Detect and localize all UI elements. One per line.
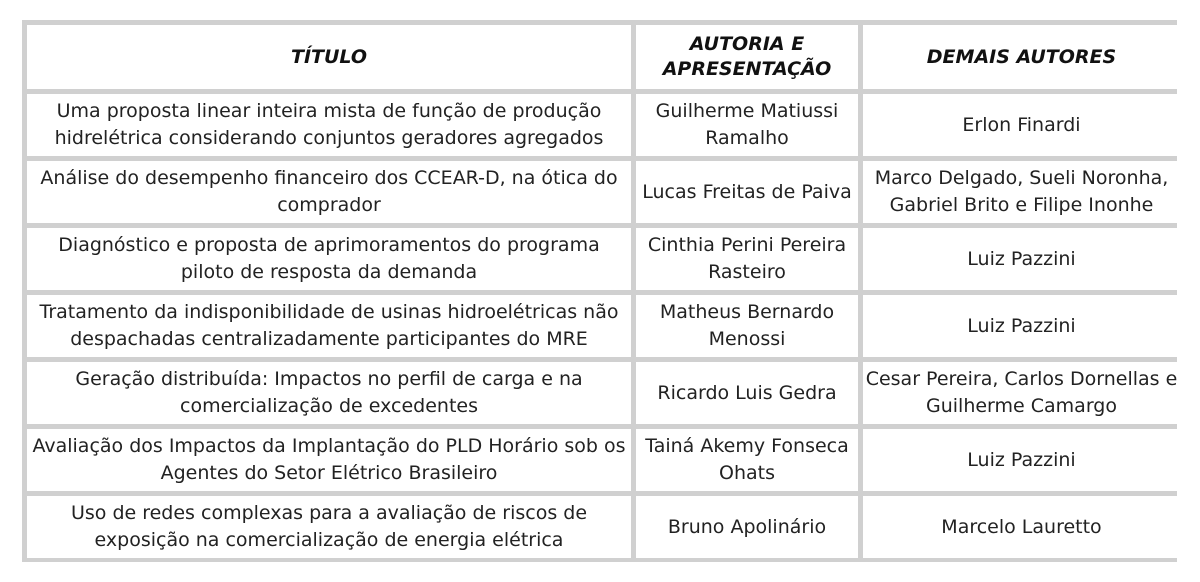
cell-autoria: Tainá Akemy Fonseca Ohats [636, 429, 858, 491]
cell-titulo: Geração distribuída: Impactos no perfil de carga e na comercialização de excedentes [27, 362, 631, 424]
cell-titulo: Avaliação dos Impactos da Implantação do PLD Horário sob os Agentes do Setor Elétrico Brasileiro [27, 429, 631, 491]
table-row [27, 295, 1180, 357]
cell-titulo: Análise do desempenho financeiro dos CCEAR-D, na ótica do comprador [27, 161, 631, 223]
cell-titulo: Tratamento da indisponibilidade de usinas hidroelétricas não despachadas centralizadamente participantes do MRE [27, 295, 631, 357]
papers-table-frame [22, 20, 1177, 562]
table-row [27, 228, 1180, 290]
papers-table [22, 20, 1185, 563]
cell-autoria: Lucas Freitas de Paiva [636, 161, 858, 223]
cell-autoria: Guilherme Matiussi Ramalho [636, 94, 858, 156]
table-row [27, 429, 1180, 491]
cell-demais-autores: Luiz Pazzini [863, 429, 1180, 491]
header-row [27, 25, 1180, 89]
cell-demais-autores: Luiz Pazzini [863, 228, 1180, 290]
cell-demais-autores: Marco Delgado, Sueli Noronha, Gabriel Brito e Filipe Inonhe [863, 161, 1180, 223]
cell-titulo: Uso de redes complexas para a avaliação de riscos de exposição na comercialização de energia elétrica [27, 496, 631, 558]
cell-demais-autores: Cesar Pereira, Carlos Dornellas e Guilherme Camargo [863, 362, 1180, 424]
cell-autoria: Cinthia Perini Pereira Rasteiro [636, 228, 858, 290]
header-demais-autores: DEMAIS AUTORES [863, 25, 1180, 89]
header-autoria: AUTORIA E APRESENTAÇÃO [636, 25, 858, 89]
table-row [27, 496, 1180, 558]
cell-demais-autores: Erlon Finardi [863, 94, 1180, 156]
cell-titulo: Uma proposta linear inteira mista de função de produção hidrelétrica considerando conjuntos geradores agregados [27, 94, 631, 156]
cell-autoria: Ricardo Luis Gedra [636, 362, 858, 424]
cell-demais-autores: Luiz Pazzini [863, 295, 1180, 357]
table-row [27, 362, 1180, 424]
header-titulo: TÍTULO [27, 25, 631, 89]
cell-autoria: Bruno Apolinário [636, 496, 858, 558]
cell-titulo: Diagnóstico e proposta de aprimoramentos do programa piloto de resposta da demanda [27, 228, 631, 290]
table-row [27, 94, 1180, 156]
cell-demais-autores: Marcelo Lauretto [863, 496, 1180, 558]
table-row [27, 161, 1180, 223]
cell-autoria: Matheus Bernardo Menossi [636, 295, 858, 357]
